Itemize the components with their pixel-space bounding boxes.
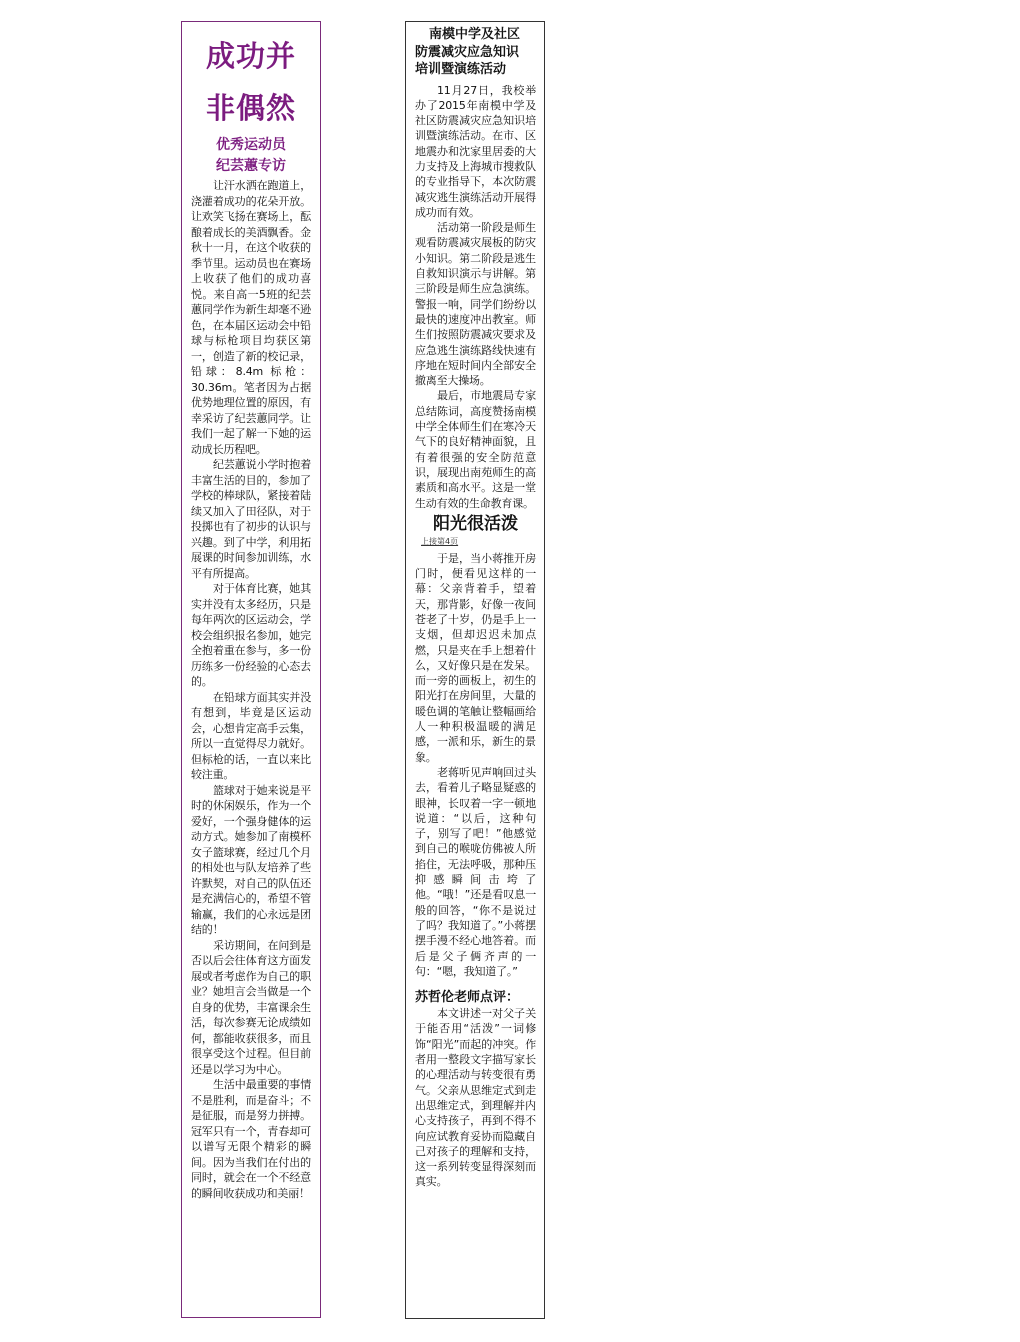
news-paragraph: 11月27日，我校举办了2015年南模中学及社区防震减灾应急知识培训暨演练活动。在市、区地震办和沈家里居委的大力支持及上海城市搜救队的专业指导下，本次防震减灾逃生演练活动开展得成功而有效。 (415, 83, 536, 219)
news-paragraph: 最后，市地震局专家总结陈词，高度赞扬南模中学全体师生们在寒冷天气下的良好精神面貌，且有着很强的安全防范意识，展现出南苑师生的高素质和高水平。这是一堂生动有效的生命教育课。 (415, 389, 536, 510)
continued-from-note: 上接第4页 (421, 536, 459, 546)
news-paragraph: 活动第一阶段是师生观看防震减灾展板的防灾小知识。第二阶段是逃生自救知识演示与讲解。第三阶段是师生应急演练。警报一响，同学们纷纷以最快的速度冲出教室。师生们按照防震减灾要求及应急逃生演练路线快速有序地在短时间内全部安全撤离至大操场。 (415, 221, 536, 388)
article-subtitle-line1: 优秀运动员 (216, 137, 286, 153)
article-paragraph: 在铅球方面其实并没有想到，毕竟是区运动会，心想肯定高手云集，所以一直觉得尽力就好。但标枪的话，一直以来比较注重。 (191, 690, 311, 781)
teacher-comment-heading: 苏哲伦老师点评： (415, 990, 520, 1006)
story-paragraph: 于是，当小蒋推开房门时，便看见这样的一幕：父亲背着手，望着天，那背影，好像一夜间苍老了十岁，仍是手上一支烟，但却迟迟未加点燃，只是夹在手上想着什么，又好像只是在发呆。而一旁的画板上，初生的阳光打在房间里，大量的暖色调的笔触让整幅画给人一种积极温暖的满足感，一派和乐，新生的景象。 (415, 551, 536, 764)
article-column-news (405, 21, 545, 1319)
article-title-line2: 非偶然 (205, 91, 296, 125)
article-paragraph: 篮球对于她来说是平时的休闲娱乐，作为一个爱好，一个强身健体的运动方式。她参加了南模杯女子篮球赛，经过几个月的相处也与队友培养了些许默契，对自己的队伍还是充满信心的，希望不管输赢，我们的心永远是团结的！ (191, 783, 311, 936)
news-headline-line2: 防震减灾应急知识 (415, 44, 520, 60)
article-paragraph: 生活中最重要的事情不是胜利，而是奋斗；不是征服，而是努力拼搏。冠军只有一个，青春却可以谱写无限个精彩的瞬间。因为当我们在付出的同时，就会在一个不经意的瞬间收获成功和美丽！ (191, 1078, 311, 1200)
article-paragraph: 纪芸蕙说小学时抱着丰富生活的目的，参加了学校的棒球队，紧接着陆续又加入了田径队，对于投掷也有了初步的认识与兴趣。到了中学，利用拓展课的时间参加训练，水平有所提高。 (191, 458, 311, 580)
article-paragraph: 对于体育比赛，她其实并没有太多经历，只是每年两次的区运动会，学校会组织报名参加，她完全抱着重在参与，多一份历练多一份经验的心态去的。 (191, 582, 311, 688)
article-column-interview (181, 21, 321, 1318)
news-headline-line1: 南模中学及社区 (429, 27, 521, 42)
article-paragraph: 让汗水洒在跑道上，浇灌着成功的花朵开放。让欢笑飞扬在赛场上，酝酿着成长的美酒飘香。金秋十一月，在这个收获的季节里。运动员也在赛场上收获了他们的成功喜悦。来自高一5班的纪芸蕙同学作为新生却毫不逊色，在本届区运动会中铅球与标枪项目均获区第一，创造了新的校记录，铅球：8.4m 标枪：30.36m。笔者因为占据优势地理位置的原因，有幸采访了纪芸蕙同学。让我们一起了解一下她的运动成长历程吧。 (191, 179, 311, 456)
story-title: 阳光很活泼 (433, 513, 518, 534)
teacher-comment-paragraph: 本文讲述一对父子关于能否用“活泼”一词修饰“阳光”而起的冲突。作者用一整段文字描写家长的心理活动与转变很有勇气。父亲从思维定式到走出思维定式，到理解并内心支持孩子，再到不得不向应试教育妥协而隐藏自己对孩子的理解和支持，这一系列转变显得深刻而真实。 (415, 1007, 536, 1189)
article-paragraph: 采访期间，在问到是否以后会往体育这方面发展或者考虑作为自己的职业？她坦言会当做是一个自身的优势，丰富课余生活，每次参赛无论成绩如何，都能收获很多，而且很享受这个过程。但目前还是以学习为中心。 (191, 938, 311, 1076)
article-title-line1: 成功并 (205, 39, 296, 73)
story-paragraph: 老蒋听见声响回过头去，看着儿子略显疑惑的眼神，长叹着一字一顿地说道：“以后，这种句子，别写了吧！”他感觉到自己的喉咙仿佛被人所掐住，无法呼吸，那种压抑感瞬间击垮了他。“哦！”还是看叹息一般的回答，“你不是说过了吗？我知道了。”小蒋摆摆手漫不经心地答着。而后是父子俩齐声的一句：“嗯，我知道了。” (415, 765, 536, 978)
article-subtitle-line2: 纪芸蕙专访 (216, 158, 286, 174)
news-headline (415, 26, 536, 79)
news-headline-line3: 培训暨演练活动 (415, 62, 507, 77)
